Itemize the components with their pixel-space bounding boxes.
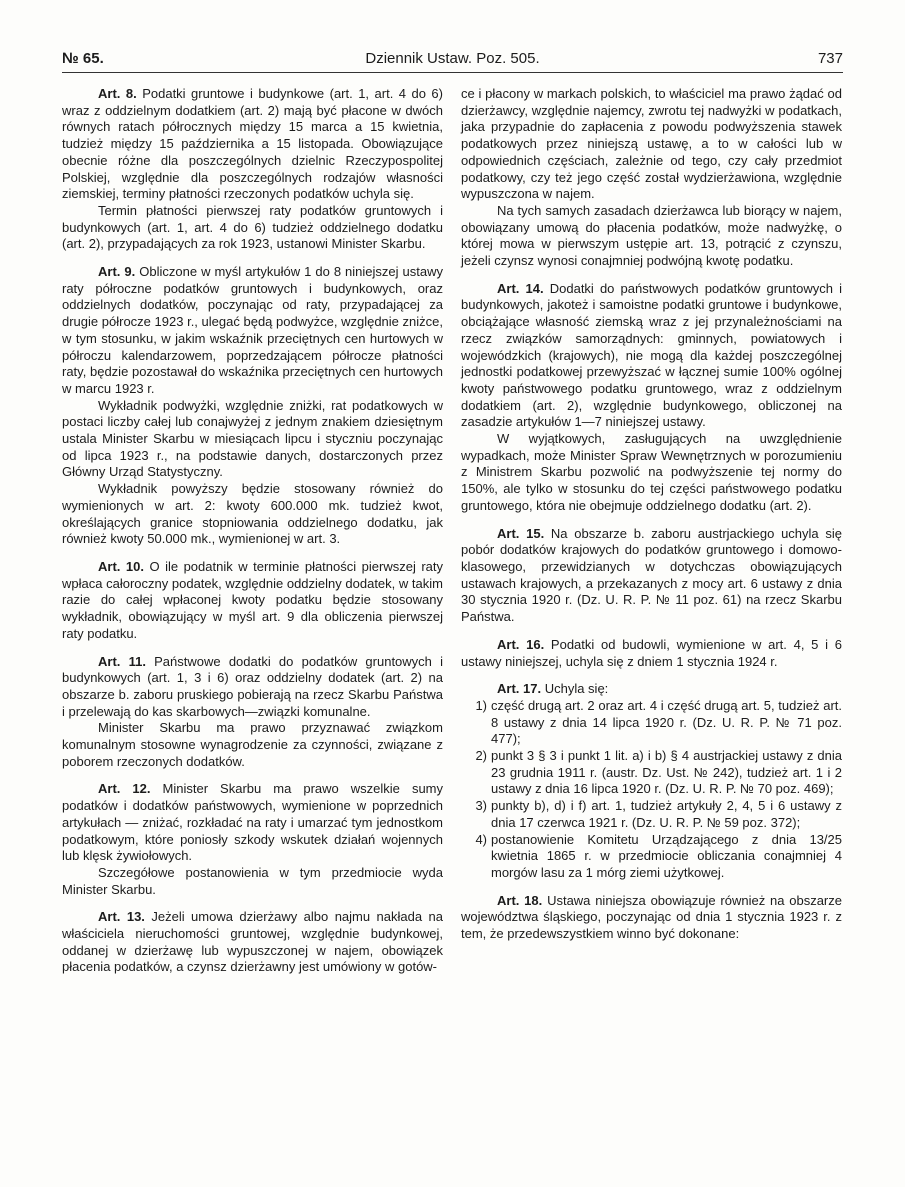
- art-14-label: Art. 14.: [497, 280, 544, 296]
- art-9-para-2: Wykładnik podwyżki, względnie zniżki, rat podatkowych w postaci liczby całej lub conajwyżej z jednym znakiem dziesiętnym ustala Minister Skarbu w miesiącach lipcu i styczniu poczynając od lipca 1923 r., na podstawie danych, dostarczonych przez Główny Urząd Statystyczny.: [62, 397, 443, 480]
- art-9-text: Obliczone w myśl artykułów 1 do 8 niniejszej ustawy raty półroczne podatków gruntowych i budynkowych, oraz oddzielnych dodatków, poczynając od raty, przypadającej za drugie półrocze 1923 r., ulegać będą podwyżce, względnie zniżce, w tym stosunku, w jakim wskaźnik przeciętnych cen hurtowych w półroczu kalendarzowem, poprzedzającem półrocze płatności raty, będzie pozostawał do wskaźnika przeciętnych cen hurtowych w marcu 1923 r.: [62, 264, 443, 396]
- list-item-number: 4): [475, 831, 487, 847]
- page-header: [62, 46, 843, 73]
- art-13-text: Jeżeli umowa dzierżawy albo najmu nakłada na właściciela nieruchomości gruntowej, względnie budynkowej, oddanej w dzierżawę lub wypuszczonej w najem, obowiązek płacenia podatków, a czynsz dzierżawny jest umówiony w gotów-: [62, 909, 443, 975]
- art-13-para-1: [62, 909, 443, 976]
- art-11-para-1: [62, 654, 443, 721]
- right-column: [461, 86, 842, 943]
- art-18-para-1: [461, 893, 842, 943]
- art-11-label: Art. 11.: [98, 653, 146, 669]
- art-12-para-2: Szczegółowe postanowienia w tym przedmiocie wyda Minister Skarbu.: [62, 864, 443, 897]
- list-item: [461, 832, 842, 882]
- art-17-label: Art. 17.: [497, 681, 542, 697]
- art-12-text: Minister Skarbu ma prawo wszelkie sumy podatków i dodatków państwowych, wymienione w poprzednich artykułach — zniżać, rozkładać na raty i umarzać tym jednostkom podatkowym, które poniosły szkody wskutek działań wojennych lub klęsk żywiołowych.: [62, 781, 444, 864]
- list-item-text: postanowienie Komitetu Urządzającego z dnia 13/25 kwietnia 1865 r. w przedmiocie obliczania conajmniej 4 morgów lasu za 1 mórg ziemi użytkowej.: [491, 831, 842, 880]
- art-14-para-2: W wyjątkowych, zasługujących na uwzględnienie wypadkach, może Minister Spraw Wewnętrznych w porozumieniu z Ministrem Skarbu pozwolić na podwyższenie tej normy do 150%, ale tylko w stosunku do tej części państwowego podatku gruntowego, która nie obejmuje oddzielnego dodatku (art. 2).: [461, 431, 842, 513]
- art-16-text: Podatki od budowli, wymienione w art. 4, 5 i 6 ustawy niniejszej, uchyla się z dniem 1 stycznia 1924 r.: [461, 636, 842, 669]
- art-13-label: Art. 13.: [98, 909, 145, 925]
- art-14-text: Dodatki do państwowych podatków gruntowych i budynkowych, jakoteż i samoistne podatki gruntowe i budynkowe, obciążające własność ziemską wraz z jej przynależnościami na rzecz związków samorządnych: gminnych, powiatowych i wojewódzkich (krajowych), nie mogą dla każdej poszczególnej jednostki podatkowej przewyższać w łącznej sumie 100% ogólnej kwoty państwowego podatku gruntowego, wraz z oddzielnym dodatkiem (art. 2), względnie budynkowego, obliczonej na zasadzie artykułów 1—7 niniejszej ustawy.: [461, 280, 842, 430]
- art-10-text: O ile podatnik w terminie płatności pierwszej raty wpłaca całoroczny podatek, względnie oddzielny dodatek, w takim razie do całej wpłaconej kwoty podatku będzie stosowany wykładnik, obowiązujący w myśl art. 9 dla obliczenia pierwszej raty podatku.: [62, 558, 443, 641]
- art-15-para-1: [461, 526, 842, 626]
- art-18-text: Ustawa niniejsza obowiązuje również na obszarze województwa śląskiego, poczynając od dnia 1 stycznia 1923 r. z tem, że przedewszystkiem winno być dokonane:: [461, 892, 842, 942]
- art-13-continuation: ce i płacony w markach polskich, to właściciel ma prawo żądać od dzierżawcy, względnie najemcy, zwrotu tej nadwyżki w podatkach, jaka przypadnie do zapłacenia z powodu podwyższenia stawek podatkowych przez niniejszą ustawę, a to w całości lub w odpowiednich częściach, zależnie od tego, czy cały przedmiot podatkowy, czy też jego część został wydzierżawiona, względnie wypuszczona w najem.: [461, 86, 842, 202]
- art-9-label: Art. 9.: [98, 264, 136, 280]
- art-15-text: Na obszarze b. zaboru austrjackiego uchyla się pobór dodatków krajowych do podatków gruntowego i domowo-klasowego, przewidzianych w dotychczas obowiązujących ustawach krajowych, a przekazanych z mocy art. 6 ustawy z dnia 30 stycznia 1920 r. (Dz. U. R. P. № 11 poz. 61) na rzecz Skarbu Państwa.: [461, 525, 842, 625]
- art-17-intro: [461, 681, 842, 698]
- list-item: [461, 748, 842, 798]
- art-17-intro-text: Uchyla się:: [544, 681, 609, 697]
- art-8-label: Art. 8.: [98, 86, 137, 101]
- art-17-list: [461, 698, 842, 882]
- art-16-label: Art. 16.: [497, 636, 545, 652]
- art-9-para-3: Wykładnik powyższy będzie stosowany również do wymienionych w art. 2: kwoty 600.000 mk. tudzież kwot, określających granice stopniowania oddzielnego dodatku, jak również kwoty 50.000 mk., wymienionej w art. 3.: [62, 481, 443, 547]
- list-item-number: 3): [475, 798, 487, 814]
- art-18-label: Art. 18.: [497, 892, 543, 908]
- page-number: 737: [817, 50, 843, 67]
- art-15-label: Art. 15.: [497, 525, 545, 541]
- art-10-para-1: [62, 559, 443, 643]
- list-item: [461, 698, 842, 748]
- list-item-number: 1): [475, 697, 487, 713]
- list-item-text: punkt 3 § 3 i punkt 1 lit. a) i b) § 4 austrjackiej ustawy z dnia 23 grudnia 1911 r. (austr. Dz. Ust. № 242), tudzież art. 1 i 2 ustawy z dnia 16 lipca 1920 r. (Dz. U. R. P. № 70 poz. 469);: [491, 748, 842, 797]
- left-column: [62, 86, 443, 976]
- art-8-para-1: [62, 86, 443, 203]
- art-12-label: Art. 12.: [98, 781, 151, 797]
- art-14-para-1: [461, 281, 842, 431]
- list-item: [461, 798, 842, 831]
- list-item-number: 2): [475, 748, 487, 764]
- art-11-para-2: Minister Skarbu ma prawo przyznawać związkom komunalnym stosowne wynagrodzenie za czynności, związane z poborem rzeczonych dodatków.: [62, 720, 443, 769]
- art-11-text: Państwowe dodatki do podatków gruntowych i budynkowych (art. 1, 3 i 6) oraz oddzielny dodatek (art. 2) na obszarze b. zaboru pruskiego pobierają na rzecz Skarbu Państwa i przelewają do kas skarbowych—związki komunalne.: [62, 653, 443, 719]
- list-item-text: punkty b), d) i f) art. 1, tudzież artykuły 2, 4, 5 i 6 ustawy z dnia 17 czerwca 1921 r. (Dz. U. R. P. № 59 poz. 372);: [491, 798, 842, 830]
- issue-number: № 65.: [62, 50, 104, 67]
- art-13-para-2: Na tych samych zasadach dzierżawca lub biorący w najem, obowiązany umową do płacenia podatków, może nadwyżkę, o której mowa w pierwszym ustępie art. 13, potrącić z czynszu, jeżeli czynsz wynosi conajmniej podwójną kwotę podatku.: [461, 202, 842, 269]
- list-item-text: część drugą art. 2 oraz art. 4 i część drugą art. 5, tudzież art. 8 ustawy z dnia 14 lipca 1920 r. (Dz. U. R. P. № 71 poz. 477);: [491, 697, 842, 747]
- art-16-para-1: [461, 637, 842, 670]
- art-8-para-2: Termin płatności pierwszej raty podatków gruntowych i budynkowych (art. 1, art. 4 do 6) tudzież oddzielnego dodatku (art. 2), przypadających za rok 1923, ustanowi Minister Skarbu.: [62, 202, 443, 252]
- art-8-text: Podatki gruntowe i budynkowe (art. 1, art. 4 do 6) wraz z oddzielnym dodatkiem (art. 2) mają być płacone w dwóch równych ratach półrocznych między 15 marca a 15 kwietnia, tudzież między 15 października a 15 listopada. Obowiązujące obecnie różne dla poszczególnych dzielnic Rzeczypospolitej Polskiej, względnie dla poszczególnych rodzajów własności ziemskiej, terminy płatności rzeczonych podatków uchyla się.: [62, 86, 443, 202]
- art-12-para-1: [62, 781, 443, 865]
- art-10-label: Art. 10.: [98, 558, 144, 574]
- journal-title: Dziennik Ustaw. Poz. 505.: [365, 50, 540, 67]
- art-9-para-1: [62, 264, 443, 398]
